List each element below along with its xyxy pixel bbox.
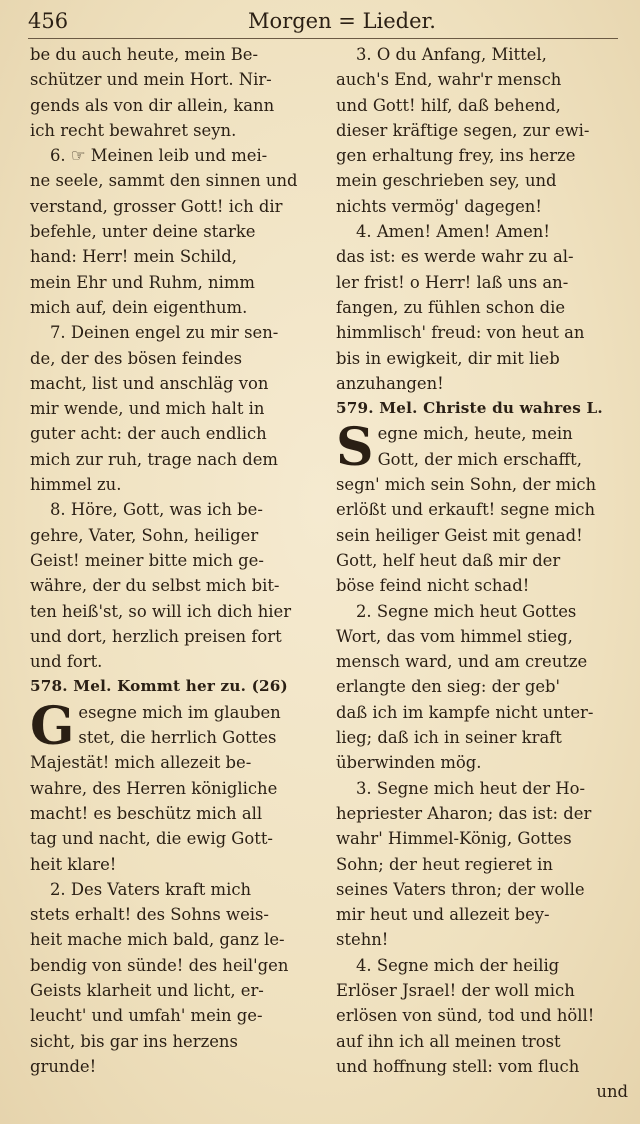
text-line: ler frist! o Herr! laß uns an- — [336, 272, 569, 292]
text-line: heit klare! — [30, 854, 117, 874]
text-line: himmlisch' freud: von heut an — [336, 323, 585, 343]
text-line: Gott, helf heut daß mir der — [336, 550, 561, 570]
text-line: 4. Segne mich der heilig — [356, 955, 560, 975]
text-line: wahre, des Herren königliche — [30, 778, 278, 798]
text-line: das ist: es werde wahr zu al- — [336, 247, 574, 267]
text-line: himmel zu. — [30, 475, 122, 495]
text-line: nichts vermög' dagegen! — [336, 196, 542, 216]
text-line: 3. Segne mich heut der Ho- — [356, 778, 586, 798]
running-head: Morgen = Lieder. — [248, 9, 436, 33]
right-column — [336, 42, 628, 1104]
text-line: macht! es beschütz mich all — [30, 803, 263, 823]
text-line: guter acht: der auch endlich — [30, 424, 267, 444]
text-line: anzuhangen! — [336, 373, 444, 393]
text-line: böse feind nicht schad! — [336, 576, 530, 596]
text-line: 7. Deinen engel zu mir sen- — [50, 323, 279, 343]
text-line: ich recht bewahret seyn. — [30, 120, 237, 140]
hymn-578-verse-4 — [336, 219, 628, 396]
text-line: auch's End, wahr'r mensch — [336, 70, 562, 90]
text-line: dieser kräftige segen, zur ewi- — [336, 120, 590, 140]
text-line: Geist! meiner bitte mich ge- — [30, 550, 264, 570]
text-line: esegne mich im glauben — [78, 702, 281, 722]
text-line: mich zur ruh, trage nach dem — [30, 449, 278, 469]
verse-6 — [30, 143, 322, 320]
text-line: mensch ward, und am creutze — [336, 652, 588, 672]
text-line: hand: Herr! mein Schild, — [30, 247, 237, 267]
drop-cap: G — [30, 695, 75, 757]
left-column — [30, 42, 322, 1079]
text-line: gen erhaltung frey, ins herze — [336, 146, 576, 166]
text-line: verstand, grosser Gott! ich dir — [30, 196, 283, 216]
text-line: Gott, der mich erschafft, — [377, 449, 582, 469]
text-line: be du auch heute, mein Be- — [30, 45, 258, 64]
page-header — [28, 6, 616, 36]
text-line: erlösen von sünd, tod und höll! — [336, 1006, 595, 1026]
hymn-578-verse-2 — [30, 877, 322, 1079]
text-line: 8. Höre, Gott, was ich be- — [50, 500, 263, 520]
text-line: schützer und mein Hort. Nir- — [30, 70, 272, 90]
text-line: befehle, unter deine starke — [30, 222, 256, 242]
hymn-578-verse-3 — [336, 42, 628, 219]
text-line: gehre, Vater, Sohn, heiliger — [30, 525, 259, 545]
text-line: bis in ewigkeit, dir mit lieb — [336, 348, 560, 368]
text-line: erlößt und erkauft! segne mich — [336, 500, 596, 520]
text-line: stet, die herrlich Gottes — [78, 728, 277, 748]
hymn-579-melody: 579. Mel. Christe du wahres L. — [336, 399, 603, 418]
text-line: Geists klarheit und licht, er- — [30, 980, 264, 1000]
text-line: heit mache mich bald, ganz le- — [30, 930, 285, 950]
text-line: ne seele, sammt den sinnen und — [30, 171, 298, 191]
text-line: gends als von dir allein, kann — [30, 95, 275, 115]
text-line: 6. ☞ Meinen leib und mei- — [50, 146, 268, 166]
hymn-579-verse-1 — [336, 417, 628, 598]
hymn-578-verse-1 — [30, 695, 322, 877]
text-line: 3. O du Anfang, Mittel, — [356, 45, 547, 64]
text-line: 4. Amen! Amen! Amen! — [356, 222, 550, 242]
hymn-579-verse-4 — [336, 953, 628, 1079]
text-line: mir heut und allezeit bey- — [336, 905, 550, 925]
text-line: egne mich, heute, mein — [377, 424, 573, 444]
text-line: erlangte den sieg: der geb' — [336, 677, 561, 697]
text-line: hepriester Aharon; das ist: der — [336, 803, 592, 823]
text-line: tag und nacht, die ewig Gott- — [30, 829, 273, 849]
header-rule — [28, 38, 618, 39]
page-number: 456 — [28, 9, 69, 33]
text-line: mein geschrieben sey, und — [336, 171, 557, 191]
text-line: währe, der du selbst mich bit- — [30, 576, 280, 596]
drop-cap: S — [336, 417, 374, 479]
text-line: ten heiß'st, so will ich dich hier — [30, 601, 292, 621]
text-line: seines Vaters thron; der wolle — [336, 879, 585, 899]
text-line: und dort, herzlich preisen fort — [30, 626, 282, 646]
verse-5-continuation — [30, 42, 322, 143]
text-line: daß ich im kampfe nicht unter- — [336, 702, 594, 722]
text-line: mich auf, dein eigenthum. — [30, 297, 248, 317]
text-line: 2. Des Vaters kraft mich — [50, 879, 252, 899]
text-line: Wort, das vom himmel stieg, — [336, 626, 573, 646]
text-line: 2. Segne mich heut Gottes — [356, 601, 577, 621]
text-line: und hoffnung stell: vom fluch — [336, 1056, 580, 1076]
hymn-579-verse-3 — [336, 776, 628, 953]
text-line: leucht' und umfah' mein ge- — [30, 1006, 263, 1026]
text-line: mein Ehr und Ruhm, nimm — [30, 272, 255, 292]
text-line: segn' mich sein Sohn, der mich — [336, 475, 597, 495]
text-line: grunde! — [30, 1056, 97, 1076]
text-line: Sohn; der heut regieret in — [336, 854, 553, 874]
hymn-578-melody: 578. Mel. Kommt her zu. (26) — [30, 677, 288, 696]
text-line: mir wende, und mich halt in — [30, 399, 265, 419]
text-line: bendig von sünde! des heil'gen — [30, 955, 289, 975]
text-line: stehn! — [336, 930, 389, 950]
text-line: sicht, bis gar ins herzens — [30, 1031, 238, 1051]
text-line: überwinden mög. — [336, 753, 482, 773]
text-line: lieg; daß ich in seiner kraft — [336, 728, 562, 748]
text-line: stets erhalt! des Sohns weis- — [30, 905, 269, 925]
text-line: macht, list und anschläg von — [30, 373, 269, 393]
text-line: Erlöser Jsrael! der woll mich — [336, 980, 575, 1000]
text-line: de, der des bösen feindes — [30, 348, 243, 368]
catchword: und — [596, 1082, 628, 1102]
verse-7 — [30, 320, 322, 497]
text-line: Majestät! mich allezeit be- — [30, 753, 252, 773]
text-line: sein heiliger Geist mit genad! — [336, 525, 583, 545]
text-line: wahr' Himmel-König, Gottes — [336, 829, 572, 849]
text-line: fangen, zu fühlen schon die — [336, 297, 566, 317]
text-line: und fort. — [30, 652, 103, 672]
text-line: und Gott! hilf, daß behend, — [336, 95, 561, 115]
text-line: auf ihn ich all meinen trost — [336, 1031, 561, 1051]
hymn-579-verse-2 — [336, 599, 628, 776]
verse-8 — [30, 497, 322, 674]
